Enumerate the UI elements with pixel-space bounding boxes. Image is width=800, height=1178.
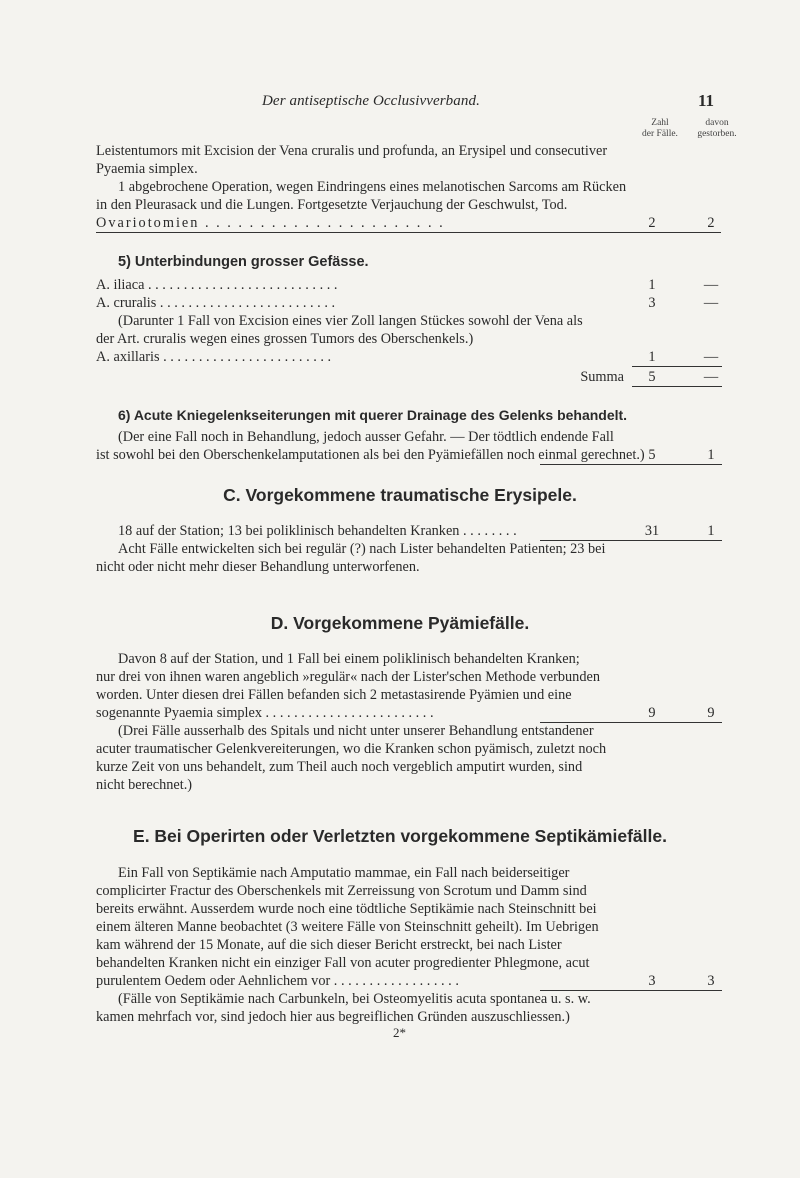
pyaemia-died: 9 [707, 705, 715, 721]
intro-line: Leistentumors mit Excision der Vena cruralis und profunda, an Erysipel und consecutiver [96, 143, 608, 159]
body-line: nur drei von ihnen waren angeblich »regulär« nach der Lister'schen Methode verbunden [96, 669, 600, 685]
intro-line: 1 abgebrochene Operation, wegen Eindringens eines melanotischen Sarcoms am Rücken [118, 179, 627, 195]
intro-line: Pyaemia simplex. [96, 161, 198, 177]
note-line: kamen mehrfach vor, sind jedoch hier aus begreiflichen Gründen auszuschliessen.) [96, 1009, 570, 1025]
note-line: acuter traumatischer Gelenkvereiterungen, wo die Kranken schon pyämisch, zuletzt noch [96, 741, 607, 757]
note-line: nicht berechnet.) [96, 777, 193, 793]
signature-mark: 2* [393, 1025, 406, 1040]
section-e-heading: E. Bei Operirten oder Verletzten vorgekommene Septikämiefälle. [133, 826, 667, 846]
erysipel-line: 18 auf der Station; 13 bei poliklinisch behandelten Kranken . . . . . . . . [118, 523, 517, 539]
septik-cases: 3 [648, 973, 656, 989]
iliaca-label: A. iliaca . . . . . . . . . . . . . . . . . . . . . . . . . . . [96, 277, 338, 293]
note-line: (Der eine Fall noch in Behandlung, jedoch ausser Gefahr. — Der tödtlich endende Fall [118, 429, 614, 445]
body-line: complicirter Fractur des Oberschenkels mit Zerreissung von Scrotum und Damm sind [96, 883, 587, 899]
iliaca-cases: 1 [648, 277, 656, 293]
intro-line: in den Pleurasack und die Lungen. Fortgesetzte Verjauchung der Geschwulst, Tod. [96, 197, 568, 213]
running-header [0, 93, 800, 113]
note-line: (Drei Fälle ausserhalb des Spitals und nicht unter unserer Behandlung entstandener [118, 723, 594, 739]
body-line: kam während der 15 Monate, auf die sich dieser Bericht erstreckt, bei nach Lister [96, 937, 562, 953]
body-line: worden. Unter diesen drei Fällen befanden sich 2 metastasirende Pyämien und eine [96, 687, 572, 703]
body-line: Acht Fälle entwickelten sich bei regulär (?) nach Lister behandelten Patienten; 23 bei [118, 541, 606, 557]
cruralis-cases: 3 [648, 295, 656, 311]
section-d-heading: D. Vorgekommene Pyämiefälle. [270, 613, 530, 633]
ovariotomien-died: 2 [707, 215, 715, 231]
body-line: behandelten Kranken nicht ein einziger Fall von acuter progredienter Phlegmone, acut [96, 955, 590, 971]
column-heading-died: davon gestorben. [697, 118, 737, 139]
pyaemia-line: sogenannte Pyaemia simplex . . . . . . . . . . . . . . . . . . . . . . . . [96, 705, 434, 721]
section-c-heading: C. Vorgekommene traumatische Erysipele. [223, 485, 577, 505]
section-5-heading: 5) Unterbindungen grosser Gefässe. [118, 254, 369, 270]
summa-label: Summa [580, 369, 624, 385]
axillaris-cases: 1 [648, 349, 656, 365]
body-line: Davon 8 auf der Station, und 1 Fall bei einem poliklinisch behandelten Kranken; [118, 651, 580, 667]
note-line: (Darunter 1 Fall von Excision eines vier Zoll langen Stückes sowohl der Vena als [118, 313, 583, 329]
ovariotomien-cases: 2 [648, 215, 656, 231]
knee-cases: 5 [648, 447, 656, 463]
note-line: (Fälle von Septikämie nach Carbunkeln, bei Osteomyelitis acuta spontanea u. s. w. [118, 991, 591, 1007]
body-line: nicht oder nicht mehr dieser Behandlung unterworfenen. [96, 559, 420, 575]
axillaris-label: A. axillaris . . . . . . . . . . . . . . . . . . . . . . . . [96, 349, 332, 365]
divider [540, 464, 722, 465]
cruralis-label: A. cruralis . . . . . . . . . . . . . . . . . . . . . . . . . [96, 295, 336, 311]
summa-died: — [703, 369, 719, 385]
septik-died: 3 [707, 973, 715, 989]
erysipel-cases: 31 [644, 523, 660, 539]
summa-cases: 5 [648, 369, 656, 385]
section-6-heading: 6) Acute Kniegelenkseiterungen mit querer Drainage des Gelenks behandelt. [118, 407, 628, 423]
note-line: kurze Zeit von uns behandelt, zum Theil auch noch vergeblich amputirt wurden, sind [96, 759, 583, 775]
running-title: Der antiseptische Occlusivverband. [262, 93, 480, 109]
note-line: der Art. cruralis wegen eines grossen Tumors des Oberschenkels.) [96, 331, 474, 347]
body-line: Ein Fall von Septikämie nach Amputatio mammae, ein Fall nach beiderseitiger [118, 865, 570, 881]
sum-rule [632, 366, 722, 367]
cruralis-died: — [703, 295, 719, 311]
knee-died: 1 [707, 447, 715, 463]
septik-line: purulentem Oedem oder Aehnlichem vor . . . . . . . . . . . . . . . . . . [96, 973, 459, 989]
column-heading-cases: Zahl der Fälle. [642, 118, 678, 139]
divider [96, 232, 721, 233]
axillaris-died: — [703, 349, 719, 365]
body-line: bereits erwähnt. Ausserdem wurde noch eine tödtliche Septikämie nach Steinschnitt bei [96, 901, 597, 917]
page-number: 11 [698, 91, 715, 110]
pyaemia-cases: 9 [648, 705, 656, 721]
iliaca-died: — [703, 277, 719, 293]
ovariotomien-label: Ovariotomien . . . . . . . . . . . . . . . . . . . . . . [96, 215, 445, 231]
divider [632, 386, 722, 387]
erysipel-died: 1 [707, 523, 715, 539]
body-line: einem älteren Manne beobachtet (3 weitere Fälle von Steinschnitt geheilt). Im Uebrigen [96, 919, 599, 935]
note-line: ist sowohl bei den Oberschenkelamputationen als bei den Pyämiefällen noch einmal gerechnet.) [96, 447, 645, 463]
